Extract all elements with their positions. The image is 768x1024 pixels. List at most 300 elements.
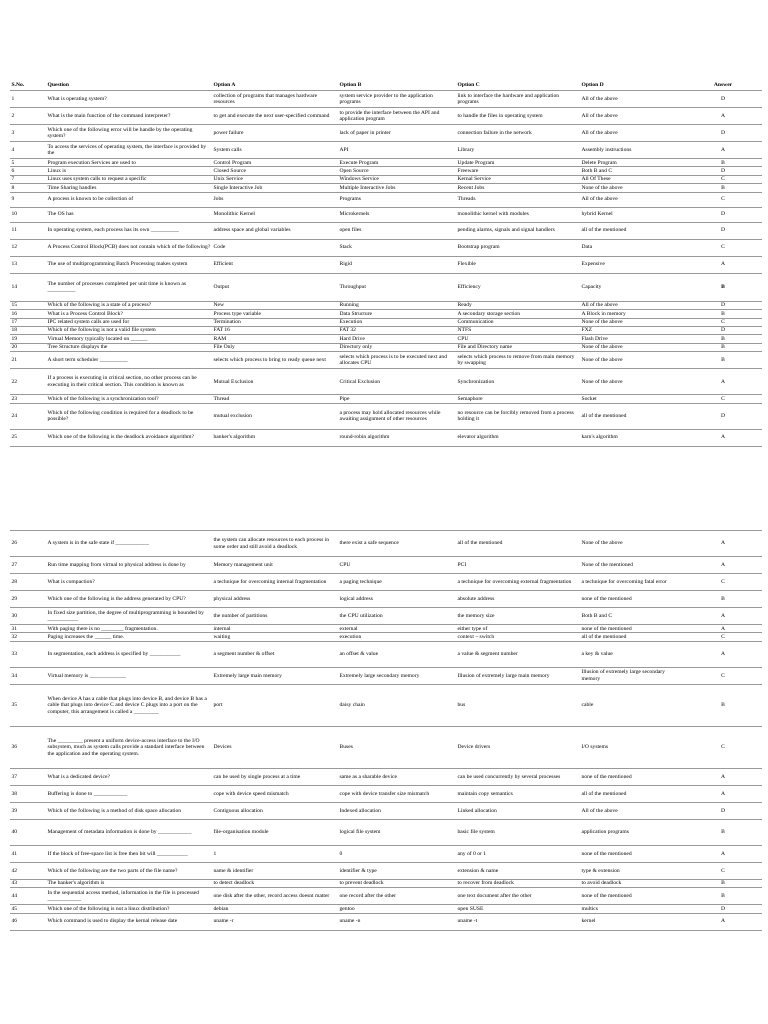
option-c-cell: a value & segment number	[456, 641, 580, 667]
answer-cell: A	[684, 369, 762, 395]
option-a-cell: RAM	[212, 335, 338, 343]
question-cell: What is a Process Control Block?	[46, 310, 212, 318]
question-cell: Linux is	[46, 167, 212, 175]
question-cell: Which of the following is a state of a process?	[46, 301, 212, 309]
option-d-cell: Capacity	[580, 273, 684, 301]
sno-cell: 46	[10, 913, 46, 930]
option-b-cell: FAT 32	[338, 326, 456, 334]
table-row	[10, 888, 762, 905]
option-a-cell: Closed Source	[212, 167, 338, 175]
table-row	[10, 574, 762, 591]
option-b-cell: Hard Drive	[338, 335, 456, 343]
option-b-cell: 0	[338, 845, 456, 862]
question-cell: If a process is executing in critical section, no other process can be executing in their critical section. This condition is known as	[46, 369, 212, 395]
option-c-cell: monolithic kernel with modules	[456, 207, 580, 222]
option-a-cell: banker's algorithm	[212, 429, 338, 446]
option-c-cell: extension & name	[456, 862, 580, 879]
table-row	[10, 531, 762, 557]
answer-cell: D	[684, 326, 762, 334]
option-b-cell: execution	[338, 633, 456, 641]
option-a-cell: New	[212, 301, 338, 309]
question-cell: Which one of the following is the deadlock avoidance algorithm?	[46, 429, 212, 446]
question-cell: The _________ present a uniform device-access interface to the I/O subsystem, much as system calls provide a standard interface between the application and the operating system.	[46, 726, 212, 768]
answer-cell: B	[684, 591, 762, 608]
option-c-cell: NTFS	[456, 326, 580, 334]
table-row	[10, 913, 762, 930]
sno-cell: 44	[10, 888, 46, 905]
option-c-cell: Update Program	[456, 159, 580, 167]
option-c-cell: to handle the files in operating system	[456, 108, 580, 125]
sno-cell: 1	[10, 91, 46, 108]
option-c-cell: any of 0 or 1	[456, 845, 580, 862]
option-d-cell: A Block in memory	[580, 310, 684, 318]
table-row	[10, 557, 762, 574]
question-cell: Time Sharing handles	[46, 184, 212, 192]
option-a-cell: Thread	[212, 395, 338, 403]
option-d-cell: None of the mentioned	[580, 557, 684, 574]
option-b-cell: Rigid	[338, 256, 456, 273]
sno-cell: 31	[10, 625, 46, 633]
answer-cell: B	[684, 159, 762, 167]
option-b-cell: API	[338, 142, 456, 159]
option-a-cell: Contiguous allocation	[212, 802, 338, 819]
option-d-cell: none of the mentioned	[580, 591, 684, 608]
option-c-cell: CPU	[456, 335, 580, 343]
option-b-cell: Multiple Interactive Jobs	[338, 184, 456, 192]
option-b-cell: Data Structure	[338, 310, 456, 318]
option-c-cell: link to interface the hardware and application programs	[456, 91, 580, 108]
sno-cell: 18	[10, 326, 46, 334]
option-a-cell: Monolithic Kernel	[212, 207, 338, 222]
sno-cell: 37	[10, 768, 46, 785]
option-c-cell: uname -t	[456, 913, 580, 930]
sno-cell: 38	[10, 785, 46, 802]
table-row	[10, 633, 762, 641]
option-c-cell: maintain copy semantics	[456, 785, 580, 802]
question-cell: In segmentation, each address is specified by ___________	[46, 641, 212, 667]
answer-cell: D	[684, 91, 762, 108]
option-a-cell: to get and execute the next user-specified command	[212, 108, 338, 125]
answer-cell: B	[684, 343, 762, 351]
option-a-cell: Devices	[212, 726, 338, 768]
sno-cell: 19	[10, 335, 46, 343]
option-b-cell: logical address	[338, 591, 456, 608]
answer-cell: D	[684, 905, 762, 913]
option-c-cell: elevator algorithm	[456, 429, 580, 446]
option-a-cell: file-organisation module	[212, 819, 338, 845]
table-row	[10, 845, 762, 862]
table-row	[10, 879, 762, 887]
table-row	[10, 335, 762, 343]
option-a-cell: 1	[212, 845, 338, 862]
option-b-cell: Throughput	[338, 273, 456, 301]
option-a-cell: Unix Service	[212, 175, 338, 183]
table-row	[10, 369, 762, 395]
option-a-cell: Memory management unit	[212, 557, 338, 574]
option-c-cell: absolute address	[456, 591, 580, 608]
option-c-cell: either type of	[456, 625, 580, 633]
sno-cell: 5	[10, 159, 46, 167]
option-a-cell: Mutual Exclusion	[212, 369, 338, 395]
answer-cell: A	[684, 608, 762, 625]
answer-cell: C	[684, 175, 762, 183]
sno-cell: 36	[10, 726, 46, 768]
table-row	[10, 192, 762, 207]
question-cell: Management of metadata information is done by ____________	[46, 819, 212, 845]
table-body-1	[10, 91, 762, 447]
answer-cell: A	[684, 625, 762, 633]
answer-cell: B	[684, 273, 762, 301]
table-row	[10, 159, 762, 167]
answer-cell: B	[684, 335, 762, 343]
option-b-cell: to provide the interface between the API and application program	[338, 108, 456, 125]
sno-cell: 27	[10, 557, 46, 574]
sno-cell: 41	[10, 845, 46, 862]
sno-cell: 40	[10, 819, 46, 845]
header-option-a: Option A	[212, 80, 338, 91]
option-d-cell: FXZ	[580, 326, 684, 334]
sno-cell: 24	[10, 403, 46, 429]
option-d-cell: hybrid Kernel	[580, 207, 684, 222]
option-a-cell: File Only	[212, 343, 338, 351]
answer-cell: C	[684, 239, 762, 256]
option-c-cell: Library	[456, 142, 580, 159]
answer-cell: A	[684, 142, 762, 159]
answer-cell: D	[684, 403, 762, 429]
option-b-cell: to prevent deadlock	[338, 879, 456, 887]
question-cell: Linux uses system calls to request a specific	[46, 175, 212, 183]
sno-cell: 32	[10, 633, 46, 641]
table-row	[10, 862, 762, 879]
question-cell: To access the services of operating system, the interface is provided by the	[46, 142, 212, 159]
question-cell: A Process Control Block(PCB) does not contain which of the following?	[46, 239, 212, 256]
option-c-cell: Synchronization	[456, 369, 580, 395]
header-option-b: Option B	[338, 80, 456, 91]
answer-cell: D	[684, 125, 762, 142]
sno-cell: 25	[10, 429, 46, 446]
option-b-cell: open files	[338, 222, 456, 239]
table-row	[10, 352, 762, 369]
question-cell: Which of the following condition is required for a deadlock to be possible?	[46, 403, 212, 429]
sno-cell: 11	[10, 222, 46, 239]
option-c-cell: A secondary storage section	[456, 310, 580, 318]
option-d-cell: Data	[580, 239, 684, 256]
option-b-cell: CPU	[338, 557, 456, 574]
sno-cell: 12	[10, 239, 46, 256]
option-d-cell: all of the mentioned	[580, 633, 684, 641]
answer-cell: A	[684, 768, 762, 785]
option-d-cell: none of the mentioned	[580, 625, 684, 633]
option-c-cell: Kernal Service	[456, 175, 580, 183]
sno-cell: 33	[10, 641, 46, 667]
option-b-cell: Pipe	[338, 395, 456, 403]
question-cell: In fixed size partition, the degree of multiprogramming is bounded by ___________	[46, 608, 212, 625]
sno-cell: 14	[10, 273, 46, 301]
sno-cell: 16	[10, 310, 46, 318]
option-a-cell: Single Interactive Job	[212, 184, 338, 192]
question-cell: Which command is used to display the kernal release date	[46, 913, 212, 930]
sno-cell: 22	[10, 369, 46, 395]
table-row	[10, 175, 762, 183]
option-d-cell: a key & value	[580, 641, 684, 667]
option-c-cell: Communication	[456, 318, 580, 326]
table-row	[10, 641, 762, 667]
option-a-cell: can be used by single process at a time	[212, 768, 338, 785]
option-d-cell: All of the above	[580, 108, 684, 125]
option-d-cell: Both B and C	[580, 167, 684, 175]
option-c-cell: a technique for overcoming external fragmentation	[456, 574, 580, 591]
table-row	[10, 591, 762, 608]
option-a-cell: the system can allocate resources to each process in some order and still avoid a deadlock	[212, 531, 338, 557]
sno-cell: 21	[10, 352, 46, 369]
answer-cell: D	[684, 301, 762, 309]
question-cell: A system is in the safe state if ____________	[46, 531, 212, 557]
question-table-1	[10, 80, 762, 447]
answer-cell: B	[684, 879, 762, 887]
option-d-cell: all of the mentioned	[580, 403, 684, 429]
question-cell: Run time mapping from virtual to physical address is done by	[46, 557, 212, 574]
sno-cell: 7	[10, 175, 46, 183]
sno-cell: 34	[10, 667, 46, 684]
option-d-cell: none of the mentioned	[580, 845, 684, 862]
option-c-cell: open SUSE	[456, 905, 580, 913]
answer-cell: A	[684, 785, 762, 802]
answer-cell: A	[684, 429, 762, 446]
option-b-cell: a paging technique	[338, 574, 456, 591]
table-row	[10, 167, 762, 175]
question-cell: When device A has a cable that plugs into device B, and device B has a cable that plugs into device C and device C plugs into a port on the computer, this arrangement is called a _________	[46, 684, 212, 726]
option-d-cell: Illusion of extremely large secondary memory	[580, 667, 684, 684]
option-b-cell: Extremely large secondary memory	[338, 667, 456, 684]
answer-cell: C	[684, 726, 762, 768]
option-b-cell: lack of paper in printer	[338, 125, 456, 142]
answer-cell: B	[684, 684, 762, 726]
sno-cell: 45	[10, 905, 46, 913]
option-a-cell: power failure	[212, 125, 338, 142]
question-cell: Virtual memory is _____________	[46, 667, 212, 684]
table-row	[10, 785, 762, 802]
table-row	[10, 625, 762, 633]
question-cell: Which of the following is not a valid file system	[46, 326, 212, 334]
answer-cell: A	[684, 557, 762, 574]
option-b-cell: Indexed allocation	[338, 802, 456, 819]
table-row	[10, 310, 762, 318]
table-row	[10, 905, 762, 913]
option-d-cell: Socket	[580, 395, 684, 403]
option-a-cell: cope with device speed mismatch	[212, 785, 338, 802]
table-row	[10, 403, 762, 429]
table-row	[10, 273, 762, 301]
option-a-cell: collection of programs that manages hardware resources	[212, 91, 338, 108]
option-b-cell: logical file system	[338, 819, 456, 845]
option-d-cell: All of the above	[580, 802, 684, 819]
header-row	[10, 80, 762, 91]
sno-cell: 35	[10, 684, 46, 726]
sno-cell: 42	[10, 862, 46, 879]
option-c-cell: Bootstrap program	[456, 239, 580, 256]
answer-cell: C	[684, 862, 762, 879]
option-b-cell: cope with device transfer size mismatch	[338, 785, 456, 802]
option-a-cell: the number of partitions	[212, 608, 338, 625]
option-b-cell: an offset & value	[338, 641, 456, 667]
option-c-cell: all of the mentioned	[456, 531, 580, 557]
option-a-cell: Termination	[212, 318, 338, 326]
option-d-cell: none of the mentioned	[580, 768, 684, 785]
sno-cell: 6	[10, 167, 46, 175]
option-a-cell: to detect deadlock	[212, 879, 338, 887]
question-cell: What is operating system?	[46, 91, 212, 108]
table-row	[10, 239, 762, 256]
sno-cell: 39	[10, 802, 46, 819]
option-d-cell: type & extension	[580, 862, 684, 879]
option-d-cell: All of the above	[580, 125, 684, 142]
header-answer: Answer	[684, 80, 762, 91]
option-c-cell: Device drivers	[456, 726, 580, 768]
table-row	[10, 125, 762, 142]
option-b-cell: there exist a safe sequence	[338, 531, 456, 557]
answer-cell: C	[684, 574, 762, 591]
option-d-cell: a technique for overcoming fatal error	[580, 574, 684, 591]
question-table-2	[10, 530, 762, 931]
option-d-cell: to avoid deadlock	[580, 879, 684, 887]
option-d-cell: all of the mentioned	[580, 785, 684, 802]
table-row	[10, 108, 762, 125]
option-b-cell: daisy chain	[338, 684, 456, 726]
option-a-cell: selects which process to bring to ready queue next	[212, 352, 338, 369]
option-c-cell: context – switch	[456, 633, 580, 641]
answer-cell: B	[684, 184, 762, 192]
question-cell: In operating system, each process has its own __________	[46, 222, 212, 239]
sno-cell: 20	[10, 343, 46, 351]
sno-cell: 10	[10, 207, 46, 222]
option-b-cell: uname -n	[338, 913, 456, 930]
option-d-cell: All Of These	[580, 175, 684, 183]
option-a-cell: address space and global variables	[212, 222, 338, 239]
option-d-cell: Assembly instructions	[580, 142, 684, 159]
question-cell: Which of the following is a method of disk space allocation	[46, 802, 212, 819]
table-row	[10, 207, 762, 222]
option-d-cell: karn's algorithm	[580, 429, 684, 446]
sno-cell: 43	[10, 879, 46, 887]
answer-cell: A	[684, 845, 762, 862]
option-d-cell: Expensive	[580, 256, 684, 273]
option-c-cell: Threads	[456, 192, 580, 207]
option-d-cell: All of the above	[580, 192, 684, 207]
sno-cell: 15	[10, 301, 46, 309]
option-a-cell: Extremely large main memory	[212, 667, 338, 684]
option-d-cell: application programs	[580, 819, 684, 845]
sno-cell: 8	[10, 184, 46, 192]
option-a-cell: one disk after the other, record access doesnt matter	[212, 888, 338, 905]
option-c-cell: Freeware	[456, 167, 580, 175]
option-d-cell: None of the above	[580, 352, 684, 369]
question-cell: What is compaction?	[46, 574, 212, 591]
option-c-cell: pending alarms, signals and signal handlers	[456, 222, 580, 239]
option-c-cell: bus	[456, 684, 580, 726]
answer-cell: D	[684, 207, 762, 222]
table-row	[10, 802, 762, 819]
option-b-cell: Windows Service	[338, 175, 456, 183]
question-cell: Program execution Services are used to	[46, 159, 212, 167]
table-body-2	[10, 531, 762, 931]
option-a-cell: System calls	[212, 142, 338, 159]
option-b-cell: Execution	[338, 318, 456, 326]
answer-cell: D	[684, 222, 762, 239]
question-cell: The use of multiprogramming Batch Processing makes system	[46, 256, 212, 273]
question-cell: Buffering is done to ____________	[46, 785, 212, 802]
option-c-cell: Semaphore	[456, 395, 580, 403]
question-cell: Which one of the following is the address generated by CPU?	[46, 591, 212, 608]
option-b-cell: selects which process is to be executed next and allocates CPU	[338, 352, 456, 369]
option-d-cell: cable	[580, 684, 684, 726]
question-cell: Virtual Memory typically located on ______	[46, 335, 212, 343]
answer-cell: C	[684, 318, 762, 326]
option-b-cell: Open Source	[338, 167, 456, 175]
option-a-cell: internal	[212, 625, 338, 633]
header-question: Question	[46, 80, 212, 91]
option-d-cell: None of the above	[580, 531, 684, 557]
sno-cell: 23	[10, 395, 46, 403]
table-row	[10, 91, 762, 108]
question-cell: IPC related system calls are used for	[46, 318, 212, 326]
answer-cell: C	[684, 192, 762, 207]
table-row	[10, 768, 762, 785]
question-cell: A process is known to be collection of	[46, 192, 212, 207]
question-cell: The OS has	[46, 207, 212, 222]
header-sno: S.No.	[10, 80, 46, 91]
answer-cell: A	[684, 913, 762, 930]
answer-cell: B	[684, 819, 762, 845]
answer-cell: C	[684, 633, 762, 641]
option-a-cell: physical address	[212, 591, 338, 608]
option-b-cell: Directory only	[338, 343, 456, 351]
table-row	[10, 256, 762, 273]
option-d-cell: None of the above	[580, 343, 684, 351]
sno-cell: 13	[10, 256, 46, 273]
option-d-cell: Both B and C	[580, 608, 684, 625]
option-a-cell: waiting	[212, 633, 338, 641]
option-c-cell: no resource can be forcibly removed from a process holding it	[456, 403, 580, 429]
answer-cell: B	[684, 352, 762, 369]
option-c-cell: Illusion of extremely large main memory	[456, 667, 580, 684]
option-a-cell: Output	[212, 273, 338, 301]
option-b-cell: Execute Program	[338, 159, 456, 167]
header-option-d: Option D	[580, 80, 684, 91]
question-cell: Which one of the following is not a linux distribution?	[46, 905, 212, 913]
sno-cell: 2	[10, 108, 46, 125]
option-b-cell: external	[338, 625, 456, 633]
answer-cell: D	[684, 167, 762, 175]
option-c-cell: Ready	[456, 301, 580, 309]
answer-cell: A	[684, 641, 762, 667]
option-c-cell: to recover from deadlock	[456, 879, 580, 887]
answer-cell: C	[684, 667, 762, 684]
option-a-cell: uname -r	[212, 913, 338, 930]
option-d-cell: All of the above	[580, 301, 684, 309]
answer-cell: C	[684, 395, 762, 403]
option-a-cell: Control Program	[212, 159, 338, 167]
answer-cell: B	[684, 888, 762, 905]
option-b-cell: one record after the other	[338, 888, 456, 905]
table-row	[10, 301, 762, 309]
option-b-cell: gentoo	[338, 905, 456, 913]
option-a-cell: port	[212, 684, 338, 726]
option-b-cell: same as a sharable device	[338, 768, 456, 785]
header-option-c: Option C	[456, 80, 580, 91]
table-row	[10, 684, 762, 726]
option-a-cell: FAT 16	[212, 326, 338, 334]
table-row	[10, 608, 762, 625]
